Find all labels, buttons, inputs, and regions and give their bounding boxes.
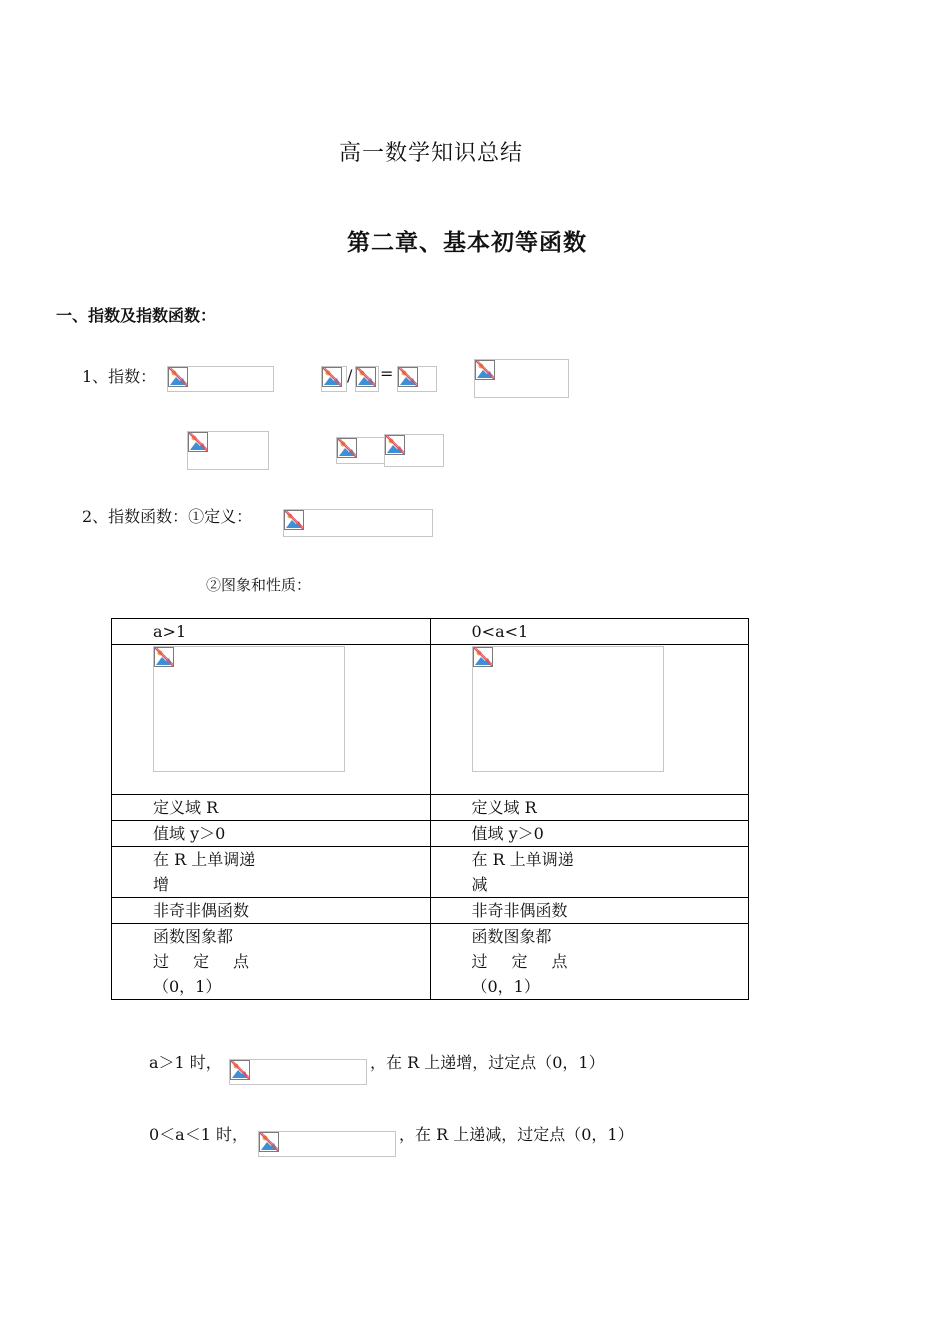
- broken-image-icon: [284, 510, 304, 530]
- item-1-label: 1、指数：: [82, 367, 157, 386]
- graph-row: [112, 645, 749, 795]
- graph-cell: [112, 645, 431, 795]
- definition-formula-image: [283, 509, 433, 537]
- table-row: [112, 847, 749, 898]
- formula-image: [167, 366, 274, 392]
- table-cell: 非奇非偶函数: [112, 898, 431, 924]
- table-row: [112, 821, 749, 847]
- section-heading: 一、指数及指数函数：: [56, 306, 217, 325]
- broken-image-icon: [475, 360, 495, 380]
- item-2-label: 2、指数函数：①定义：: [82, 507, 253, 526]
- table-cell: 在 R 上单调递增: [112, 847, 431, 898]
- table-row: [112, 898, 749, 924]
- table-cell: 值域 y＞0: [430, 821, 749, 847]
- slash-symbol: /: [347, 366, 353, 385]
- table-row: [112, 924, 749, 1000]
- formula-image: [229, 1059, 367, 1085]
- broken-image-icon: [188, 432, 208, 452]
- broken-image-icon: [473, 647, 493, 667]
- formula-image: [321, 366, 347, 392]
- formula-image: [474, 359, 569, 398]
- broken-image-icon: [398, 367, 418, 387]
- page-title: 高一数学知识总结: [338, 141, 523, 166]
- broken-image-icon: [168, 367, 188, 387]
- table-cell: 在 R 上单调递减: [430, 847, 749, 898]
- exponential-graph-image: [472, 646, 664, 772]
- formula-image: [258, 1131, 396, 1157]
- formula-image: [187, 431, 269, 470]
- graph-cell: [430, 645, 749, 795]
- note-a-lt-1-prefix: 0＜a＜1 时，: [149, 1125, 248, 1144]
- formula-image: [384, 434, 444, 467]
- exponential-graph-image: [153, 646, 345, 772]
- formula-image: [355, 366, 379, 392]
- note-a-gt-1-suffix: ，在 R 上递增，过定点（0，1）: [370, 1053, 605, 1072]
- table-cell: 函数图象都 过 定 点 （0，1）: [430, 924, 749, 1000]
- table-header-row: [112, 619, 749, 645]
- note-a-gt-1-prefix: a＞1 时，: [149, 1053, 222, 1072]
- broken-image-icon: [154, 647, 174, 667]
- table-cell: 函数图象都 过 定 点 （0，1）: [112, 924, 431, 1000]
- broken-image-icon: [356, 367, 376, 387]
- broken-image-icon: [337, 438, 357, 458]
- note-a-lt-1-suffix: ，在 R 上递减，过定点（0，1）: [399, 1125, 634, 1144]
- equals-symbol: =: [380, 364, 394, 383]
- chapter-heading: 第二章、基本初等函数: [347, 229, 587, 256]
- broken-image-icon: [385, 435, 405, 455]
- formula-image: [397, 366, 437, 392]
- formula-image: [336, 437, 386, 464]
- graph-properties-label: ②图象和性质：: [206, 576, 312, 594]
- header-cell: a>1: [112, 619, 431, 645]
- table-row: [112, 795, 749, 821]
- table-cell: 非奇非偶函数: [430, 898, 749, 924]
- broken-image-icon: [259, 1132, 279, 1152]
- header-cell: 0<a<1: [430, 619, 749, 645]
- table-cell: 值域 y＞0: [112, 821, 431, 847]
- properties-table: [111, 618, 749, 1000]
- table-cell: 定义域 R: [430, 795, 749, 821]
- broken-image-icon: [230, 1060, 250, 1080]
- table-cell: 定义域 R: [112, 795, 431, 821]
- broken-image-icon: [322, 367, 342, 387]
